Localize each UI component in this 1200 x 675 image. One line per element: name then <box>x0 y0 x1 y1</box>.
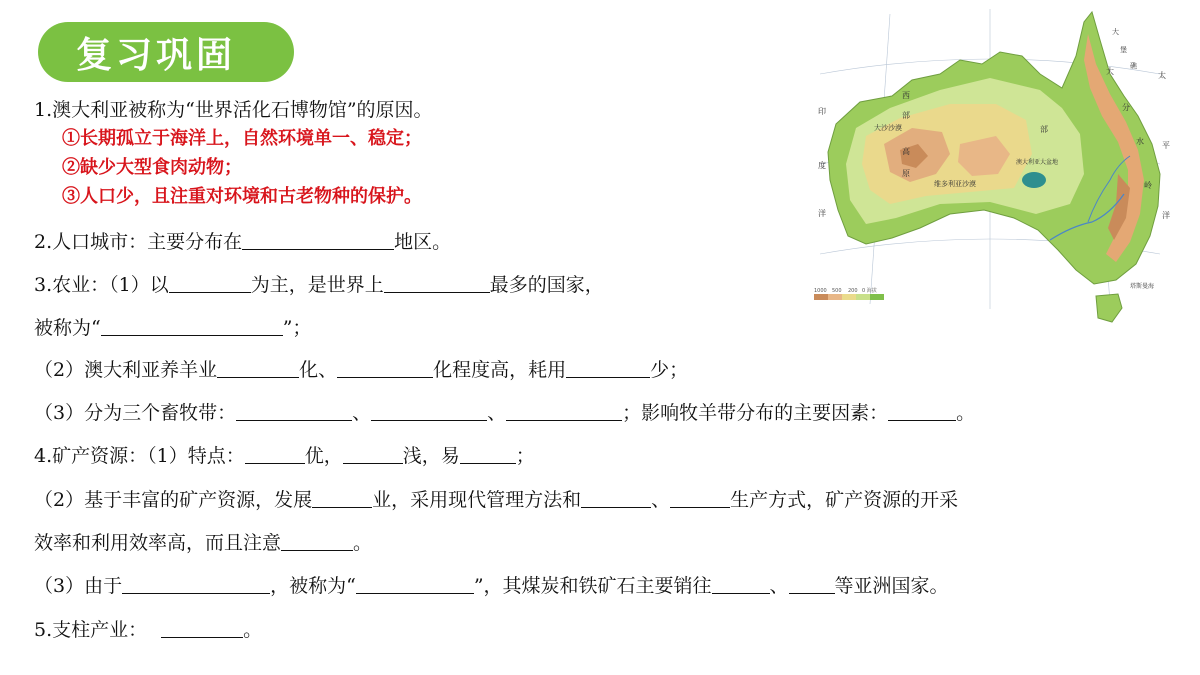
fill-blank[interactable] <box>217 357 299 378</box>
fill-blank[interactable] <box>670 487 730 508</box>
map-label-indian-3: 洋 <box>818 209 826 218</box>
legend-tick: 200 <box>848 288 858 294</box>
map-label-range-2: 分 <box>1122 103 1130 112</box>
elevation-legend <box>814 287 884 300</box>
answer-1-1: ①长期孤立于海洋上，自然环境单一、稳定； <box>62 128 422 149</box>
fill-blank[interactable] <box>161 617 243 638</box>
answer-1-2: ②缺少大型食肉动物； <box>62 157 242 178</box>
map-label-victoria-desert: 维多利亚沙漠 <box>934 180 976 188</box>
fill-blank[interactable] <box>371 400 487 421</box>
question-3: 3.农业：（1）以 为主，是世界上 最多的国家， <box>34 274 604 296</box>
fill-blank[interactable] <box>122 573 270 594</box>
map-label-great-sandy-desert: 大沙沙漠 <box>874 124 902 132</box>
fill-blank[interactable] <box>245 443 305 464</box>
fill-blank[interactable] <box>337 357 433 378</box>
lake-eyre <box>1022 172 1046 188</box>
question-5: 5.支柱产业： 。 <box>34 619 263 641</box>
map-label-pacific-2: 平 <box>1162 141 1170 150</box>
map-label-west: 西 <box>902 91 910 100</box>
legend-tick: 0 海拔 <box>862 288 877 294</box>
map-label-pacific-1: 太 <box>1158 71 1166 80</box>
map-label-tasman-sea: 塔斯曼海 <box>1130 283 1155 290</box>
map-label-reef-3: 礁 <box>1130 62 1137 70</box>
fill-blank[interactable] <box>566 357 650 378</box>
question-3-line-3: （2）澳大利亚养羊业 化、 化程度高，耗用 少； <box>34 359 689 381</box>
map-label-central: 部 <box>1040 125 1048 134</box>
map-label-plateau3: 原 <box>902 169 910 178</box>
map-label-range-4: 岭 <box>1144 181 1152 190</box>
map-label-plateau2: 高 <box>902 147 910 156</box>
question-3-line-4: （3）分为三个畜牧带： 、 、 ；影响牧羊带分布的主要因素： 。 <box>34 402 976 424</box>
question-4-line-3: 效率和利用效率高，而且注意 。 <box>34 532 373 554</box>
fill-blank[interactable] <box>460 443 516 464</box>
map-label-plateau1: 部 <box>902 111 910 120</box>
question-4: 4.矿产资源：（1）特点： 优， 浅，易 ； <box>34 445 535 467</box>
question-1: 1.澳大利亚被称为“世界活化石博物馆”的原因。 <box>34 99 433 121</box>
question-4-line-2: （2）基于丰富的矿产资源，发展 业，采用现代管理方法和 、 生产方式，矿产资源的开采 <box>34 489 959 511</box>
fill-blank[interactable] <box>356 573 474 594</box>
question-2: 2.人口城市：主要分布在 地区。 <box>34 231 452 253</box>
fill-blank[interactable] <box>789 573 835 594</box>
map-label-range-3: 水 <box>1136 137 1144 146</box>
map-label-indian-1: 印 <box>818 107 826 116</box>
fill-blank[interactable] <box>101 315 283 336</box>
question-3-line-2: 被称为“ ”； <box>34 317 312 339</box>
map-label-reef-2: 堡 <box>1120 46 1127 54</box>
map-label-range-1: 大 <box>1106 67 1114 76</box>
fill-blank[interactable] <box>581 487 651 508</box>
fill-blank[interactable] <box>888 400 956 421</box>
map-label-basin: 澳大利亚大盆地 <box>1016 159 1059 166</box>
tasmania <box>1096 294 1122 322</box>
legend-tick: 1000 <box>814 288 827 294</box>
fill-blank[interactable] <box>169 272 251 293</box>
fill-blank[interactable] <box>343 443 403 464</box>
section-title: 复习巩固 <box>76 34 237 76</box>
fill-blank[interactable] <box>384 272 490 293</box>
fill-blank[interactable] <box>506 400 622 421</box>
fill-blank[interactable] <box>712 573 770 594</box>
australia-terrain-map <box>800 4 1172 328</box>
fill-blank[interactable] <box>242 229 394 250</box>
map-label-indian-2: 度 <box>818 161 826 170</box>
section-title-pill <box>38 22 294 82</box>
answer-1-3: ③人口少，且注重对环境和古老物种的保护。 <box>62 186 422 207</box>
map-label-pacific-3: 洋 <box>1162 211 1170 220</box>
map-label-reef-1: 大 <box>1112 28 1119 36</box>
legend-tick: 500 <box>832 288 842 294</box>
fill-blank[interactable] <box>236 400 352 421</box>
fill-blank[interactable] <box>281 530 353 551</box>
fill-blank[interactable] <box>312 487 372 508</box>
question-4-line-4: （3）由于 ，被称为“ ”，其煤炭和铁矿石主要销往 、 等亚洲国家。 <box>34 575 949 597</box>
